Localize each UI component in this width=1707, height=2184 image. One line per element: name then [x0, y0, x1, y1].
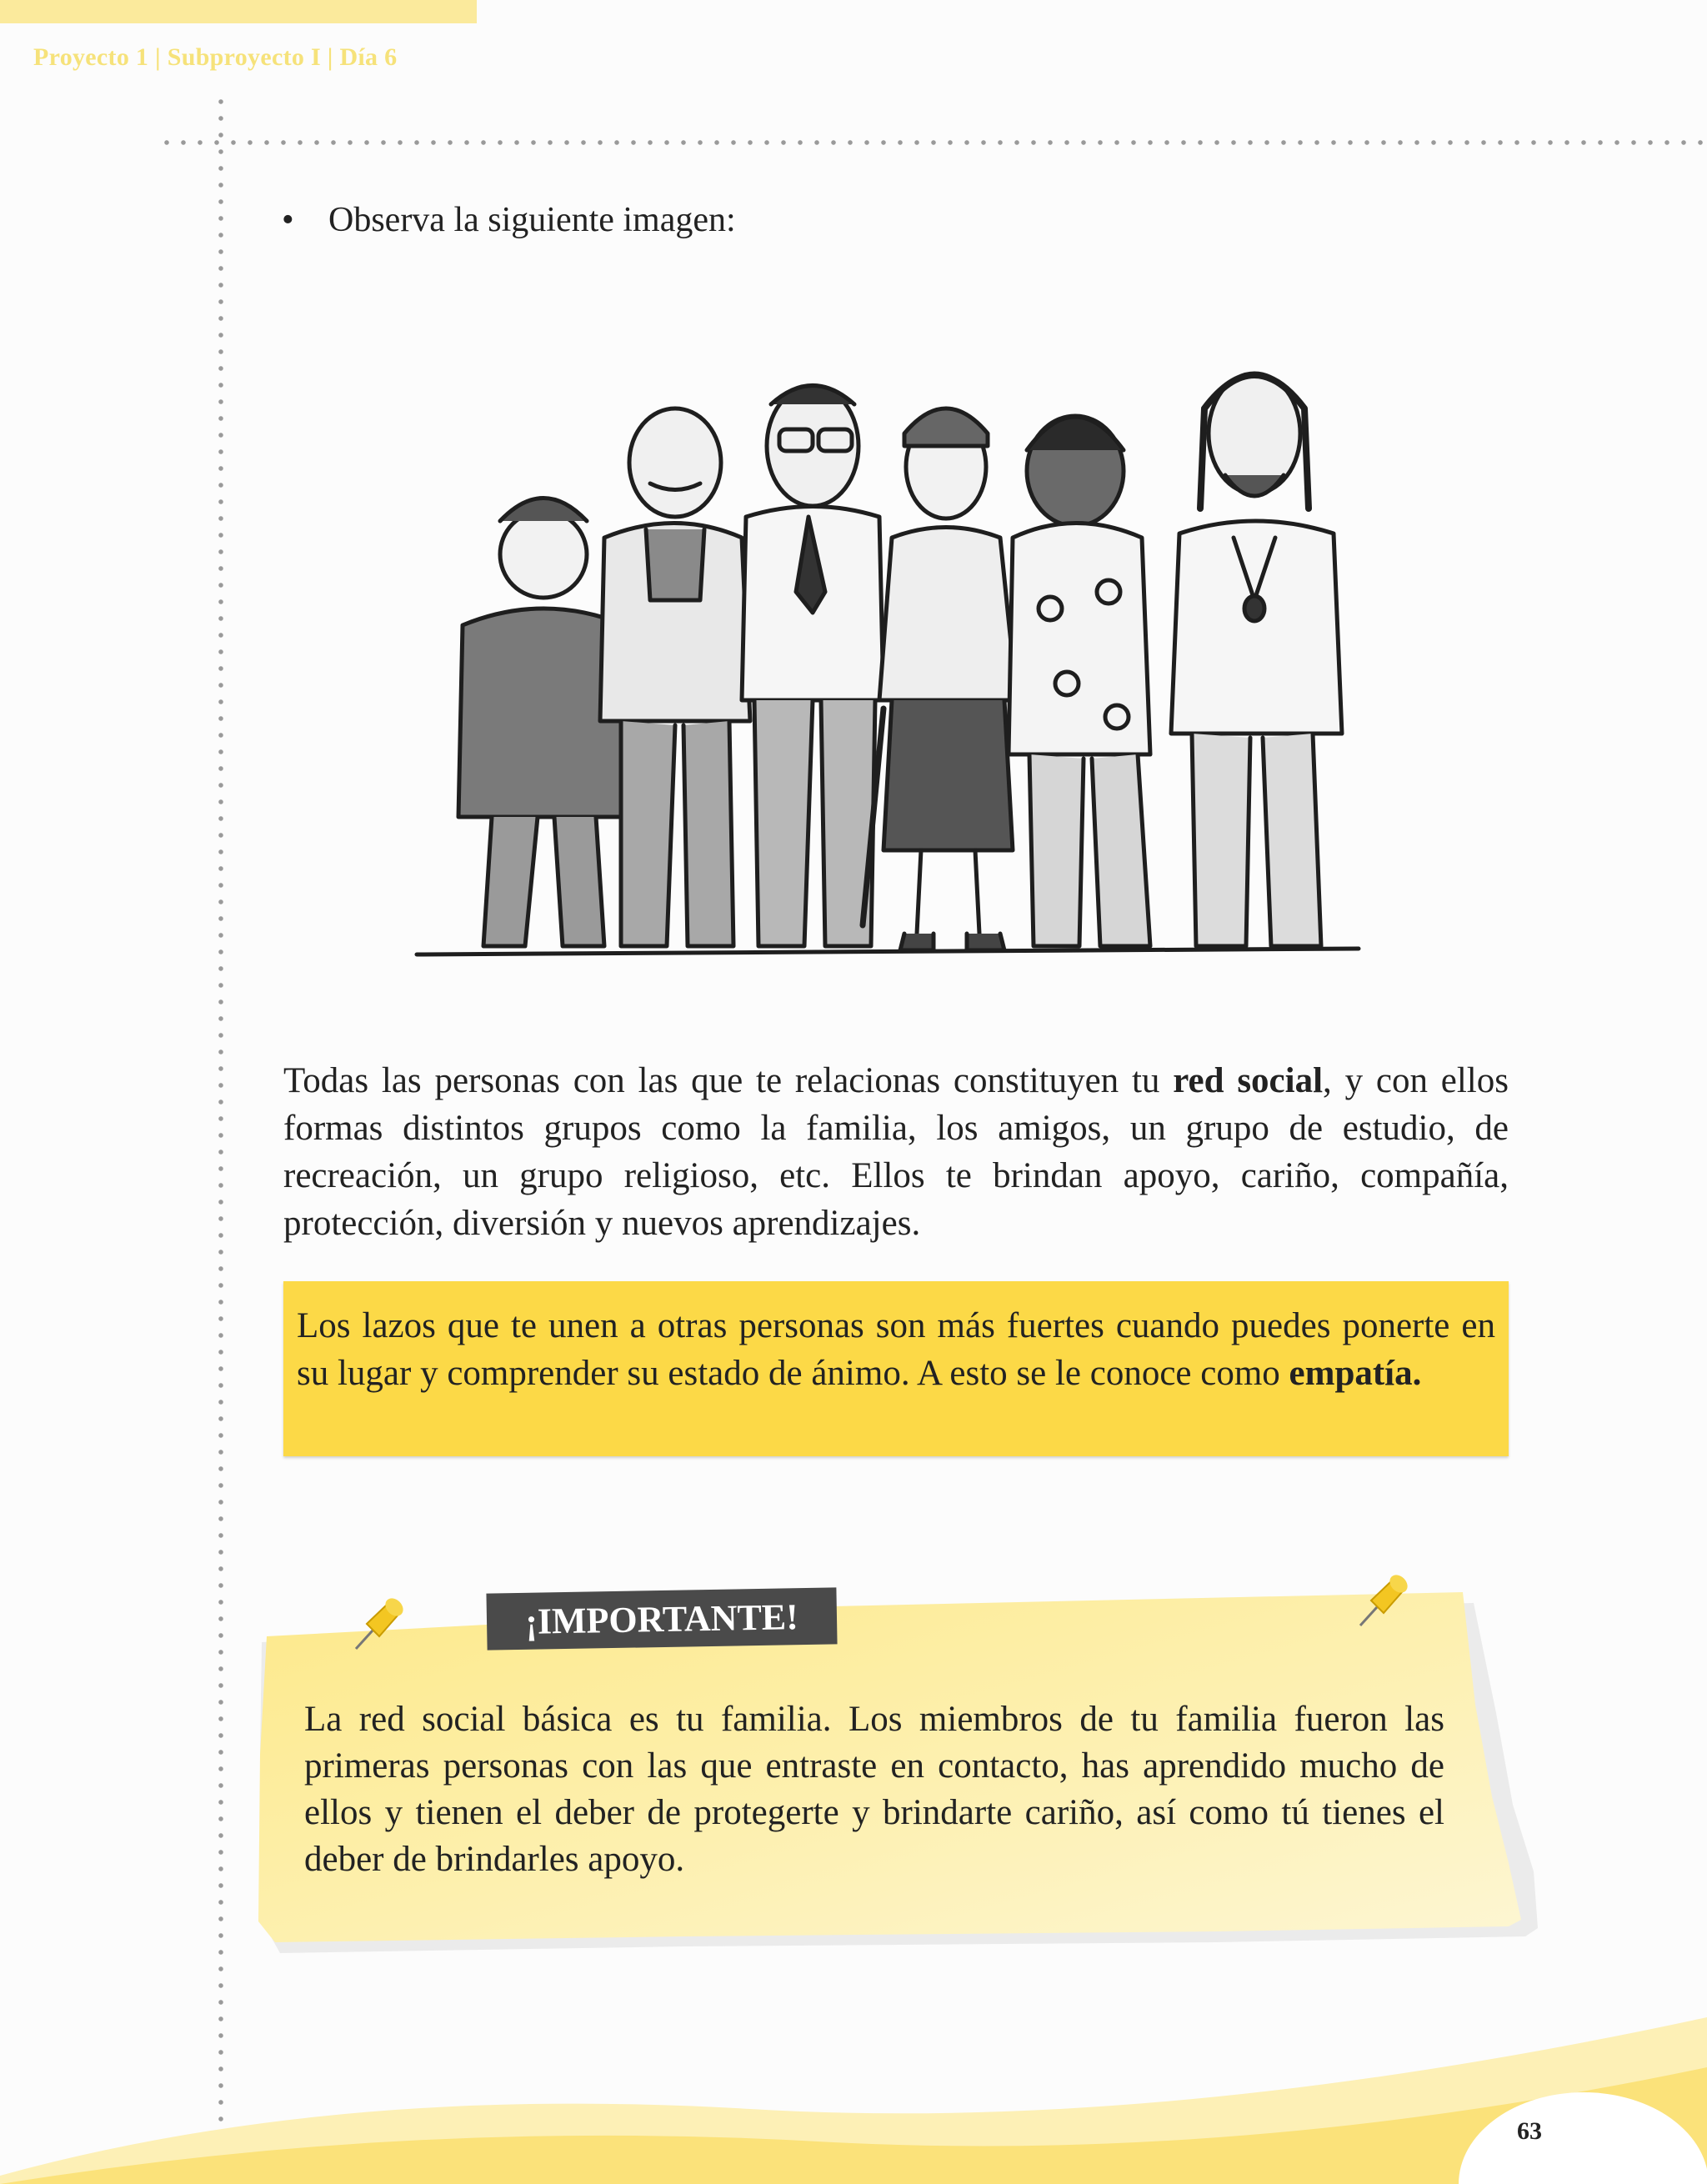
- paragraph-text-cont: , y con ellos formas distintos grupos como la familia, los amigos, un grupo de estudio, de recreación, un grupo religioso, etc. Ellos te brindan apoyo, cariño, compañía, protección, diversión y nuevos aprendizajes.: [283, 1061, 1509, 1243]
- person-figure: [1009, 416, 1150, 946]
- top-tab: [0, 0, 477, 23]
- highlight-text: Los lazos que te unen a otras personas son más fuertes cuando puedes ponerte en su lugar y comprender su estado de ánimo. A esto se le conoce como: [297, 1306, 1495, 1393]
- pushpin-icon: [1350, 1567, 1417, 1634]
- dotted-divider-horizontal: [158, 140, 1707, 145]
- pushpin-icon: [346, 1590, 413, 1657]
- term-empatia: empatía.: [1289, 1354, 1422, 1393]
- important-note-text: La red social básica es tu familia. Los miembros de tu familia fueron las primeras personas con las que entraste en contacto, has aprendido mucho de ellos y tienen el deber de protegerte y brindarte cariño, así como tú tienes el deber de brindarles apoyo.: [304, 1700, 1444, 1879]
- main-paragraph: [283, 1057, 1509, 1247]
- paragraph-text: Todas las personas con las que te relacionas constituyen tu: [283, 1061, 1174, 1100]
- empathy-highlight-box: [283, 1281, 1509, 1456]
- important-label: ¡IMPORTANTE!: [486, 1587, 837, 1650]
- instruction-text: Observa la siguiente imagen:: [328, 201, 736, 239]
- dotted-divider-vertical: [218, 93, 223, 2184]
- person-figure: [600, 408, 750, 946]
- breadcrumb: Proyecto 1 | Subproyecto I | Día 6: [33, 43, 398, 71]
- empathy-text: [283, 1281, 1509, 1397]
- page-number-circle: [1450, 2067, 1707, 2184]
- instruction: [282, 200, 736, 240]
- person-figure: [742, 386, 884, 947]
- illustration-six-people: [400, 350, 1367, 1000]
- bullet-point: •: [282, 201, 294, 239]
- person-figure: [863, 408, 1017, 950]
- person-figure: [1171, 373, 1342, 946]
- page-number: 63: [1517, 2117, 1542, 2145]
- term-red-social: red social: [1173, 1061, 1324, 1100]
